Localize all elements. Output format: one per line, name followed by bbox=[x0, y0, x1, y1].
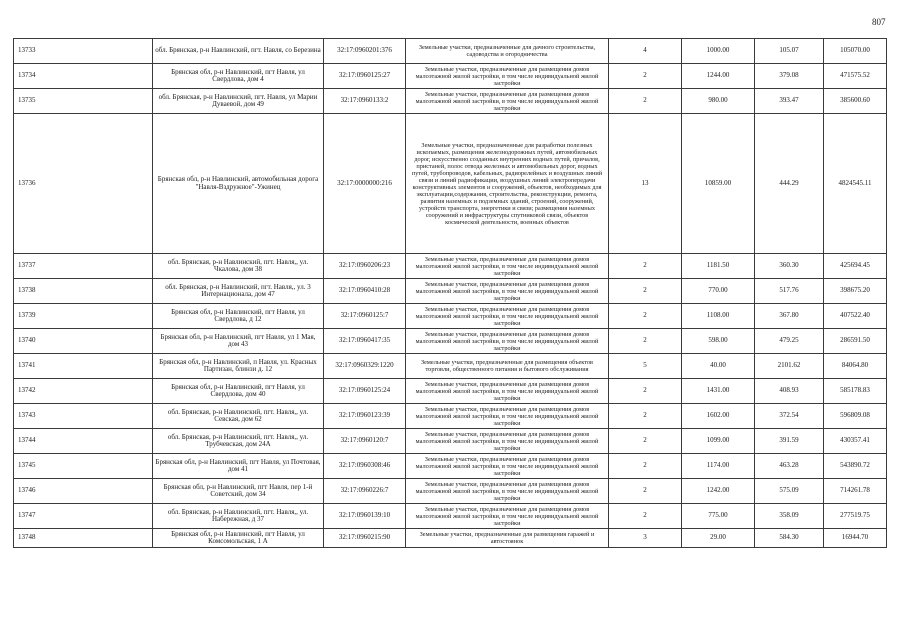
land-use-cell: Земельные участки, предназначенные для размещения домов малоэтажной жилой застройки, в том числе индивидуальной жилой застройки bbox=[406, 379, 609, 404]
land-use-cell: Земельные участки, предназначенные для размещения домов малоэтажной жилой застройки, в том числе индивидуальной жилой застройки bbox=[406, 454, 609, 479]
table-row bbox=[14, 114, 887, 254]
cadastral-number-cell: 32:17:0000000:216 bbox=[324, 114, 406, 254]
table-row bbox=[14, 479, 887, 504]
address-cell: обл. Брянская, р-н Навлинский, пгт. Навля,, ул. Трубчевская, дом 24А bbox=[153, 429, 324, 454]
cadastral-number-cell: 32:17:0960125:24 bbox=[324, 379, 406, 404]
group-cell: 4 bbox=[609, 39, 682, 64]
cadastral-number-cell: 32:17:0960206:23 bbox=[324, 254, 406, 279]
cadastral-number-cell: 32:17:0960201:376 bbox=[324, 39, 406, 64]
cadastral-value-cell: 84064.80 bbox=[824, 354, 887, 379]
area-cell: 1602.00 bbox=[682, 404, 755, 429]
cadastral-value-cell: 16944.70 bbox=[824, 529, 887, 548]
address-cell: Брянская обл, р-н Навлинский, пгт Навля, ул 1 Мая, дом 43 bbox=[153, 329, 324, 354]
price-per-unit-cell: 2101.62 bbox=[755, 354, 824, 379]
cadastral-value-cell: 407522.40 bbox=[824, 304, 887, 329]
group-cell: 2 bbox=[609, 454, 682, 479]
row-id-cell: 13738 bbox=[14, 279, 153, 304]
row-id-cell: 13740 bbox=[14, 329, 153, 354]
row-id-cell: 13737 bbox=[14, 254, 153, 279]
land-use-cell: Земельные участки, предназначенные для размещения домов малоэтажной жилой застройки, в том числе индивидуальной жилой застройки bbox=[406, 504, 609, 529]
address-cell: Брянская обл, р-н Навлинский, пгт Навля, ул Свердлова, дом 40 bbox=[153, 379, 324, 404]
cadastral-value-cell: 398675.20 bbox=[824, 279, 887, 304]
cadastral-number-cell: 32:17:0960120:7 bbox=[324, 429, 406, 454]
land-use-cell: Земельные участки, предназначенные для размещения домов малоэтажной жилой застройки, в том числе индивидуальной жилой застройки bbox=[406, 479, 609, 504]
price-per-unit-cell: 358.09 bbox=[755, 504, 824, 529]
price-per-unit-cell: 367.80 bbox=[755, 304, 824, 329]
group-cell: 2 bbox=[609, 304, 682, 329]
land-use-cell: Земельные участки, предназначенные для размещения домов малоэтажной жилой застройки, в том числе индивидуальной жилой застройки bbox=[406, 404, 609, 429]
table-row bbox=[14, 39, 887, 64]
row-id-cell: 13744 bbox=[14, 429, 153, 454]
row-id-cell: 13734 bbox=[14, 64, 153, 89]
area-cell: 598.00 bbox=[682, 329, 755, 354]
cadastral-value-cell: 430357.41 bbox=[824, 429, 887, 454]
row-id-cell: 13747 bbox=[14, 504, 153, 529]
land-use-cell: Земельные участки, предназначенные для размещения домов малоэтажной жилой застройки, в том числе индивидуальной жилой застройки bbox=[406, 89, 609, 114]
price-per-unit-cell: 360.30 bbox=[755, 254, 824, 279]
table-row bbox=[14, 254, 887, 279]
cadastral-number-cell: 32:17:0960226:7 bbox=[324, 479, 406, 504]
land-use-cell: Земельные участки, предназначенные для дачного строительства, садоводства и огородничества bbox=[406, 39, 609, 64]
price-per-unit-cell: 379.08 bbox=[755, 64, 824, 89]
group-cell: 2 bbox=[609, 89, 682, 114]
price-per-unit-cell: 444.29 bbox=[755, 114, 824, 254]
land-use-cell: Земельные участки, предназначенные для размещения домов малоэтажной жилой застройки, в том числе индивидуальной жилой застройки bbox=[406, 304, 609, 329]
land-use-cell: Земельные участки, предназначенные для размещения домов малоэтажной жилой застройки, в том числе индивидуальной жилой застройки bbox=[406, 64, 609, 89]
row-id-cell: 13741 bbox=[14, 354, 153, 379]
address-cell: обл. Брянская, р-н Навлинский, пгт. Навля,, ул. 3 Интернационала, дом 47 bbox=[153, 279, 324, 304]
cadastral-value-cell: 471575.52 bbox=[824, 64, 887, 89]
cadastral-value-cell: 105070.00 bbox=[824, 39, 887, 64]
price-per-unit-cell: 463.28 bbox=[755, 454, 824, 479]
row-id-cell: 13745 bbox=[14, 454, 153, 479]
address-cell: Брянская обл, р-н Навлинский, п Навля, ул. Красных Партизан, блинзи д. 12 bbox=[153, 354, 324, 379]
cadastral-value-cell: 4824545.11 bbox=[824, 114, 887, 254]
price-per-unit-cell: 584.30 bbox=[755, 529, 824, 548]
cadastral-number-cell: 32:17:0960125:7 bbox=[324, 304, 406, 329]
price-per-unit-cell: 105.07 bbox=[755, 39, 824, 64]
land-use-cell: Земельные участки, предназначенные для размещения домов малоэтажной жилой застройки, в том числе индивидуальной жилой застройки bbox=[406, 429, 609, 454]
table-row bbox=[14, 89, 887, 114]
row-id-cell: 13735 bbox=[14, 89, 153, 114]
cadastral-value-cell: 385600.60 bbox=[824, 89, 887, 114]
table-row bbox=[14, 354, 887, 379]
area-cell: 1181.50 bbox=[682, 254, 755, 279]
cadastral-number-cell: 32:17:0960410:28 bbox=[324, 279, 406, 304]
row-id-cell: 13733 bbox=[14, 39, 153, 64]
group-cell: 2 bbox=[609, 404, 682, 429]
table-row bbox=[14, 329, 887, 354]
cadastral-number-cell: 32:17:0960139:10 bbox=[324, 504, 406, 529]
price-per-unit-cell: 575.09 bbox=[755, 479, 824, 504]
area-cell: 1242.00 bbox=[682, 479, 755, 504]
area-cell: 1108.00 bbox=[682, 304, 755, 329]
area-cell: 10859.00 bbox=[682, 114, 755, 254]
table-row bbox=[14, 404, 887, 429]
cadastral-value-cell: 585178.83 bbox=[824, 379, 887, 404]
table-row bbox=[14, 64, 887, 89]
cadastral-number-cell: 32:17:0960417:35 bbox=[324, 329, 406, 354]
price-per-unit-cell: 372.54 bbox=[755, 404, 824, 429]
group-cell: 2 bbox=[609, 254, 682, 279]
row-id-cell: 13748 bbox=[14, 529, 153, 548]
table-row bbox=[14, 379, 887, 404]
land-use-cell: Земельные участки, предназначенные для размещения гаражей и автостоянок bbox=[406, 529, 609, 548]
cadastral-number-cell: 32:17:0960125:27 bbox=[324, 64, 406, 89]
land-use-cell: Земельные участки, предназначенные для размещения домов малоэтажной жилой застройки, в том числе индивидуальной жилой застройки bbox=[406, 254, 609, 279]
area-cell: 1431.00 bbox=[682, 379, 755, 404]
price-per-unit-cell: 408.93 bbox=[755, 379, 824, 404]
row-id-cell: 13746 bbox=[14, 479, 153, 504]
address-cell: Брянская обл, р-н Навлинский, пгт Навля, пер 1-й Советский, дом 34 bbox=[153, 479, 324, 504]
address-cell: Брянская обл, р-н Навлинский, пгт Навля, ул Свердлова, д 12 bbox=[153, 304, 324, 329]
cadastral-number-cell: 32:17:0960215:90 bbox=[324, 529, 406, 548]
address-cell: обл. Брянская, р-н Навлинский, пгт. Навля, ул Марии Дуваевой, дом 49 bbox=[153, 89, 324, 114]
cadastral-value-cell: 543890.72 bbox=[824, 454, 887, 479]
row-id-cell: 13743 bbox=[14, 404, 153, 429]
address-cell: Брянская обл, р-н Навлинский, автомобильная дорога "Навля-Вздружное"-Ужинец bbox=[153, 114, 324, 254]
area-cell: 1000.00 bbox=[682, 39, 755, 64]
cadastral-number-cell: 32:17:0960133:2 bbox=[324, 89, 406, 114]
address-cell: обл. Брянская, р-н Навлинский, пгт. Навля,, ул. Чкалова, дом 38 bbox=[153, 254, 324, 279]
cadastral-value-cell: 596809.08 bbox=[824, 404, 887, 429]
table-row bbox=[14, 529, 887, 548]
table-row bbox=[14, 304, 887, 329]
cadastral-value-cell: 277519.75 bbox=[824, 504, 887, 529]
area-cell: 1174.00 bbox=[682, 454, 755, 479]
group-cell: 2 bbox=[609, 279, 682, 304]
cadastral-number-cell: 32:17:0960329:1220 bbox=[324, 354, 406, 379]
address-cell: Брянская обл, р-н Навлинский, пгт Навля, ул Почтовая, дом 41 bbox=[153, 454, 324, 479]
price-per-unit-cell: 517.76 bbox=[755, 279, 824, 304]
area-cell: 29.00 bbox=[682, 529, 755, 548]
table-row bbox=[14, 279, 887, 304]
cadastral-value-table bbox=[13, 38, 887, 548]
cadastral-value-cell: 714261.78 bbox=[824, 479, 887, 504]
area-cell: 1244.00 bbox=[682, 64, 755, 89]
group-cell: 2 bbox=[609, 329, 682, 354]
price-per-unit-cell: 393.47 bbox=[755, 89, 824, 114]
group-cell: 2 bbox=[609, 64, 682, 89]
land-use-cell: Земельные участки, предназначенные для разработки полезных ископаемых, размещения железнодорожных путей, автомобильных дорог, искусственно созданных внутренних водных путей, причалов, пристаней, полос отвода железных и автомобильных дорог, водных путей, трубопроводов, кабельных, радиорелейных и воздушных линий связи и линий радиофикации, воздушных линий электропередачи конструктивных элементов и сооружений, объектов, необходимых для эксплуатации,содержания, строительства, реконструкции, ремонта, развития наземных и подземных зданий, строений, сооружений, устройств транспорта, энергетики и связи; размещения наземных сооружений и инфраструктуры спутниковой связи, объектов космической деятельности, военных объектов bbox=[406, 114, 609, 254]
table-row bbox=[14, 454, 887, 479]
table-row bbox=[14, 429, 887, 454]
address-cell: обл. Брянская, р-н Навлинский, пгт. Навля,, ул. Севская, дом 62 bbox=[153, 404, 324, 429]
group-cell: 2 bbox=[609, 504, 682, 529]
area-cell: 770.00 bbox=[682, 279, 755, 304]
area-cell: 1099.00 bbox=[682, 429, 755, 454]
row-id-cell: 13736 bbox=[14, 114, 153, 254]
address-cell: обл. Брянская, р-н Навлинский, пгт. Навля,, ул. Набережная, д 37 bbox=[153, 504, 324, 529]
cadastral-value-cell: 425694.45 bbox=[824, 254, 887, 279]
land-use-cell: Земельные участки, предназначенные для размещения объектов торговли, общественного питания и бытового обслуживания bbox=[406, 354, 609, 379]
group-cell: 2 bbox=[609, 429, 682, 454]
area-cell: 980.00 bbox=[682, 89, 755, 114]
row-id-cell: 13739 bbox=[14, 304, 153, 329]
cadastral-number-cell: 32:17:0960123:39 bbox=[324, 404, 406, 429]
table-row bbox=[14, 504, 887, 529]
page-number: 807 bbox=[872, 17, 886, 27]
area-cell: 775.00 bbox=[682, 504, 755, 529]
group-cell: 2 bbox=[609, 379, 682, 404]
area-cell: 40.00 bbox=[682, 354, 755, 379]
price-per-unit-cell: 479.25 bbox=[755, 329, 824, 354]
address-cell: Брянская обл, р-н Навлинский, пгт Навля, ул Свердлова, дом 4 bbox=[153, 64, 324, 89]
cadastral-value-cell: 286591.50 bbox=[824, 329, 887, 354]
land-use-cell: Земельные участки, предназначенные для размещения домов малоэтажной жилой застройки, в том числе индивидуальной жилой застройки bbox=[406, 329, 609, 354]
address-cell: Брянская обл, р-н Навлинский, пгт Навля, ул Комсомольская, 1 А bbox=[153, 529, 324, 548]
cadastral-number-cell: 32:17:0960308:46 bbox=[324, 454, 406, 479]
land-use-cell: Земельные участки, предназначенные для размещения домов малоэтажной жилой застройки, в том числе индивидуальной жилой застройки bbox=[406, 279, 609, 304]
row-id-cell: 13742 bbox=[14, 379, 153, 404]
group-cell: 5 bbox=[609, 354, 682, 379]
group-cell: 13 bbox=[609, 114, 682, 254]
group-cell: 3 bbox=[609, 529, 682, 548]
address-cell: обл. Брянская, р-н Навлинский, пгт. Навля, со Березина bbox=[153, 39, 324, 64]
group-cell: 2 bbox=[609, 479, 682, 504]
price-per-unit-cell: 391.59 bbox=[755, 429, 824, 454]
